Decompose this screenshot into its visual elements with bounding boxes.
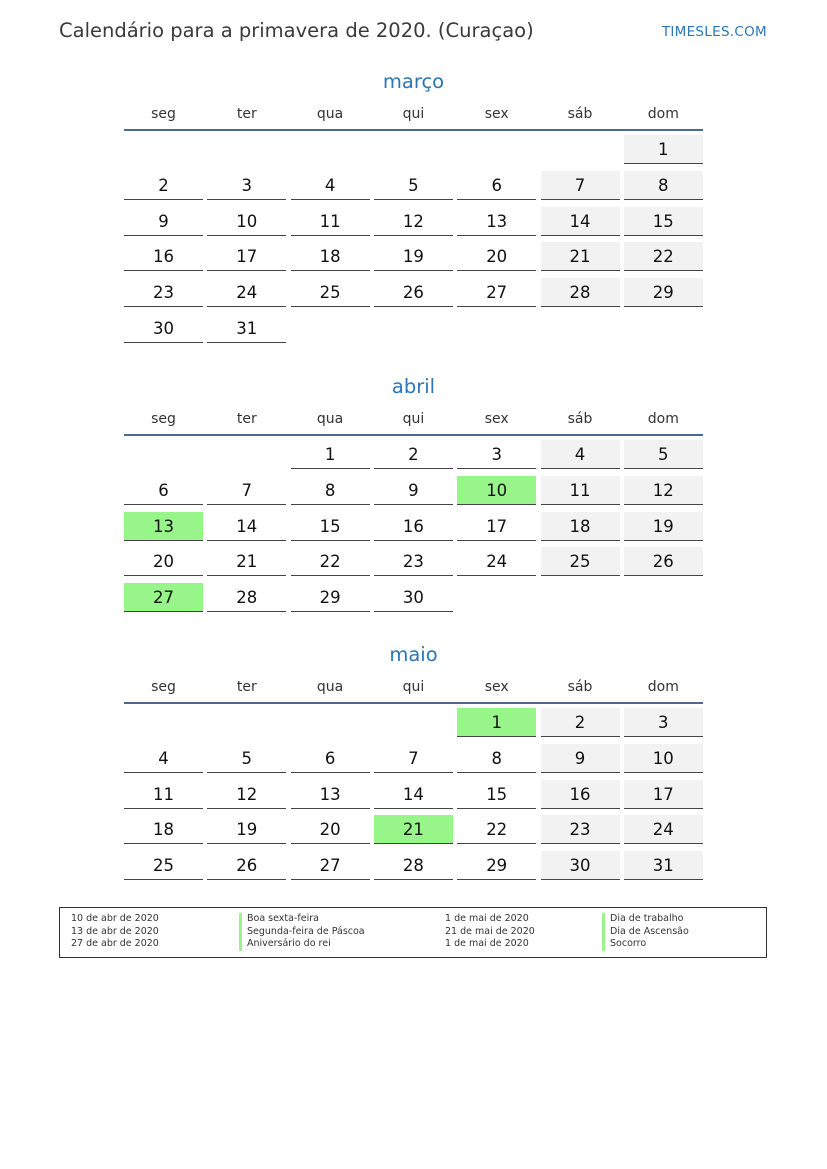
- month-title: março: [382, 70, 445, 93]
- weekday-label: seg: [151, 679, 176, 695]
- day-cell: 27: [457, 278, 536, 307]
- day-cell: 9: [124, 207, 203, 236]
- legend-holiday-name: Socorro: [602, 938, 689, 951]
- page-title: Calendário para a primavera de 2020. (Curaçao): [59, 19, 534, 42]
- day-cell: 12: [374, 207, 453, 236]
- day-cell: 17: [207, 242, 286, 271]
- day-cell: 23: [541, 815, 620, 844]
- day-cell: 27: [291, 851, 370, 880]
- day-cell: 15: [624, 207, 703, 236]
- day-cell: 6: [457, 171, 536, 200]
- day-cell: 9: [541, 744, 620, 773]
- day-cell: 14: [207, 512, 286, 541]
- weekday-label: sáb: [567, 679, 593, 695]
- day-cell: 6: [291, 744, 370, 773]
- day-cell: 12: [624, 476, 703, 505]
- day-cell: 7: [374, 744, 453, 773]
- day-cell: 7: [541, 171, 620, 200]
- day-cell: 23: [124, 278, 203, 307]
- weekday-label: dom: [647, 679, 679, 695]
- legend-holiday-name: Aniversário do rei: [239, 938, 365, 951]
- day-cell: 24: [207, 278, 286, 307]
- day-cell: 16: [124, 242, 203, 271]
- day-cell: 30: [374, 583, 453, 612]
- legend-date: 13 de abr de 2020: [71, 925, 159, 937]
- day-cell: 7: [207, 476, 286, 505]
- day-cell: 29: [624, 278, 703, 307]
- day-cell: 28: [374, 851, 453, 880]
- day-cell: 20: [291, 815, 370, 844]
- day-cell: 11: [541, 476, 620, 505]
- day-cell: 5: [374, 171, 453, 200]
- weekday-label: dom: [647, 411, 679, 427]
- holiday-day-cell: 21: [374, 815, 453, 844]
- weekday-label: qua: [316, 679, 344, 695]
- day-cell: 1: [291, 440, 370, 469]
- day-cell: 21: [541, 242, 620, 271]
- day-cell: 31: [624, 851, 703, 880]
- weekday-label: qua: [316, 106, 344, 122]
- holiday-day-cell: 1: [457, 708, 536, 737]
- legend-dates-left: [71, 913, 159, 951]
- day-cell: 11: [124, 780, 203, 809]
- day-cell: 5: [207, 744, 286, 773]
- day-cell: 1: [624, 135, 703, 164]
- day-cell: 13: [457, 207, 536, 236]
- day-cell: 2: [374, 440, 453, 469]
- day-cell: 17: [457, 512, 536, 541]
- legend-names-left: [239, 913, 365, 951]
- day-cell: 30: [541, 851, 620, 880]
- weekday-label: qui: [402, 106, 425, 122]
- day-cell: 24: [457, 547, 536, 576]
- weekday-header: [124, 106, 703, 131]
- day-cell: 11: [291, 207, 370, 236]
- day-cell: 5: [624, 440, 703, 469]
- legend-date: 27 de abr de 2020: [71, 938, 159, 949]
- weekday-header: [124, 679, 703, 704]
- holiday-legend: [59, 907, 767, 958]
- legend-holiday-name: Dia de trabalho: [602, 913, 689, 926]
- day-cell: 20: [457, 242, 536, 271]
- day-cell: 6: [124, 476, 203, 505]
- day-cell: 18: [124, 815, 203, 844]
- day-cell: 14: [374, 780, 453, 809]
- legend-names-right: [602, 913, 689, 951]
- day-cell: 25: [291, 278, 370, 307]
- day-cell: 3: [624, 708, 703, 737]
- weekday-label: sex: [484, 411, 509, 427]
- legend-date: 1 de mai de 2020: [445, 938, 529, 949]
- legend-holiday-name: Dia de Ascensão: [602, 926, 689, 939]
- day-cell: 19: [624, 512, 703, 541]
- day-cell: 8: [624, 171, 703, 200]
- day-cell: 19: [374, 242, 453, 271]
- holiday-day-cell: 27: [124, 583, 203, 612]
- weekday-label: dom: [647, 106, 679, 122]
- day-cell: 20: [124, 547, 203, 576]
- day-cell: 3: [207, 171, 286, 200]
- month-title: abril: [391, 375, 436, 398]
- day-cell: 21: [207, 547, 286, 576]
- day-cell: 3: [457, 440, 536, 469]
- weekday-label: ter: [236, 106, 257, 122]
- day-cell: 31: [207, 314, 286, 343]
- day-cell: 15: [291, 512, 370, 541]
- day-cell: 18: [291, 242, 370, 271]
- weekday-label: sáb: [567, 106, 593, 122]
- day-cell: 15: [457, 780, 536, 809]
- legend-date: 21 de mai de 2020: [445, 925, 535, 937]
- day-cell: 26: [374, 278, 453, 307]
- day-cell: 26: [624, 547, 703, 576]
- day-cell: 28: [207, 583, 286, 612]
- day-cell: 26: [207, 851, 286, 880]
- weekday-label: seg: [151, 411, 176, 427]
- legend-holiday-name: Boa sexta-feira: [239, 913, 365, 926]
- legend-dates-right: [445, 913, 535, 951]
- day-cell: 16: [374, 512, 453, 541]
- day-cell: 24: [624, 815, 703, 844]
- brand-logo-text[interactable]: TIMESLES.COM: [661, 24, 767, 40]
- day-cell: 18: [541, 512, 620, 541]
- day-cell: 4: [291, 171, 370, 200]
- day-cell: 22: [624, 242, 703, 271]
- day-cell: 10: [207, 207, 286, 236]
- day-cell: 4: [541, 440, 620, 469]
- weekday-label: ter: [236, 411, 257, 427]
- day-cell: 12: [207, 780, 286, 809]
- day-cell: 19: [207, 815, 286, 844]
- day-cell: 17: [624, 780, 703, 809]
- legend-date: 10 de abr de 2020: [71, 913, 159, 924]
- weekday-label: qui: [402, 679, 425, 695]
- day-cell: 25: [124, 851, 203, 880]
- legend-holiday-name: Segunda-feira de Páscoa: [239, 926, 365, 939]
- day-cell: 2: [541, 708, 620, 737]
- day-cell: 29: [457, 851, 536, 880]
- holiday-day-cell: 13: [124, 512, 203, 541]
- weekday-label: qua: [316, 411, 344, 427]
- day-cell: 2: [124, 171, 203, 200]
- day-cell: 25: [541, 547, 620, 576]
- day-cell: 29: [291, 583, 370, 612]
- weekday-label: seg: [151, 106, 176, 122]
- day-cell: 10: [624, 744, 703, 773]
- day-cell: 22: [457, 815, 536, 844]
- day-cell: 8: [457, 744, 536, 773]
- day-cell: 28: [541, 278, 620, 307]
- weekday-label: sáb: [567, 411, 593, 427]
- day-cell: 4: [124, 744, 203, 773]
- weekday-label: sex: [484, 679, 509, 695]
- day-cell: 22: [291, 547, 370, 576]
- weekday-label: sex: [484, 106, 509, 122]
- day-cell: 30: [124, 314, 203, 343]
- month-title: maio: [389, 643, 438, 666]
- weekday-label: qui: [402, 411, 425, 427]
- holiday-day-cell: 10: [457, 476, 536, 505]
- day-cell: 8: [291, 476, 370, 505]
- day-cell: 23: [374, 547, 453, 576]
- weekday-label: ter: [236, 679, 257, 695]
- day-cell: 9: [374, 476, 453, 505]
- day-cell: 14: [541, 207, 620, 236]
- day-cell: 13: [291, 780, 370, 809]
- weekday-header: [124, 411, 703, 436]
- legend-date: 1 de mai de 2020: [445, 913, 529, 924]
- day-cell: 16: [541, 780, 620, 809]
